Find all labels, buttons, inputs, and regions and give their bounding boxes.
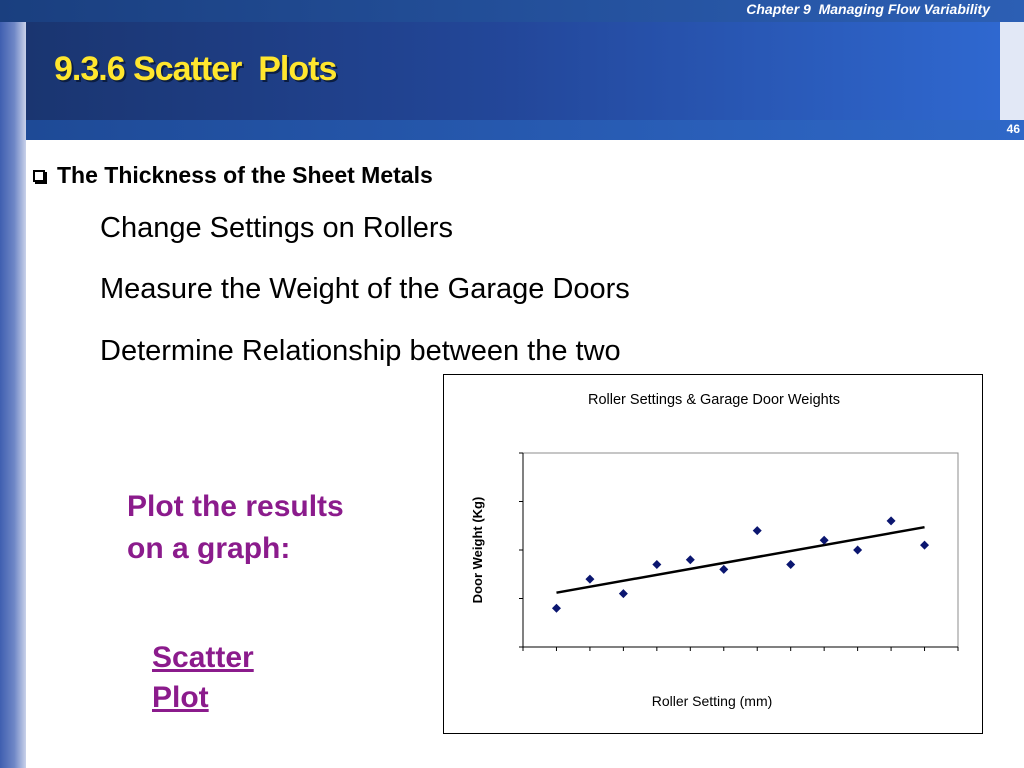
bullet-text: The Thickness of the Sheet Metals [57,162,433,188]
banner-edge [1000,22,1024,120]
slide-title: 9.3.6 Scatter Plots [54,50,337,88]
scatter-plot-link[interactable] [152,638,292,718]
chart-svg [444,375,982,733]
top-band [0,0,1024,22]
chapter-label: Chapter 9 Managing Flow Variability [746,1,990,17]
callout-text [127,486,407,570]
link-line: Plot [152,681,209,714]
title-banner [26,22,1000,120]
sub-item: Measure the Weight of the Garage Doors [100,273,630,305]
scatter-chart [443,374,983,734]
y-axis-label: Door Weight (Kg) [470,496,485,604]
callout-line: Plot the results [127,490,344,523]
x-axis-label: Roller Setting (mm) [651,693,773,709]
checkbox-bullet-icon [33,170,45,182]
main-bullet [33,162,433,189]
left-decorative-strip [0,0,26,768]
chart-title: Roller Settings & Garage Door Weights [588,392,840,408]
page-number-band [26,120,1024,140]
sub-item: Change Settings on Rollers [100,212,454,244]
page-number: 46 [1006,122,1020,136]
callout-line: on a graph: [127,532,291,565]
sub-item: Determine Relationship between the two [100,335,621,367]
chart-marks [519,453,958,651]
plot-area [523,453,958,647]
link-line: Scatter [152,641,254,674]
